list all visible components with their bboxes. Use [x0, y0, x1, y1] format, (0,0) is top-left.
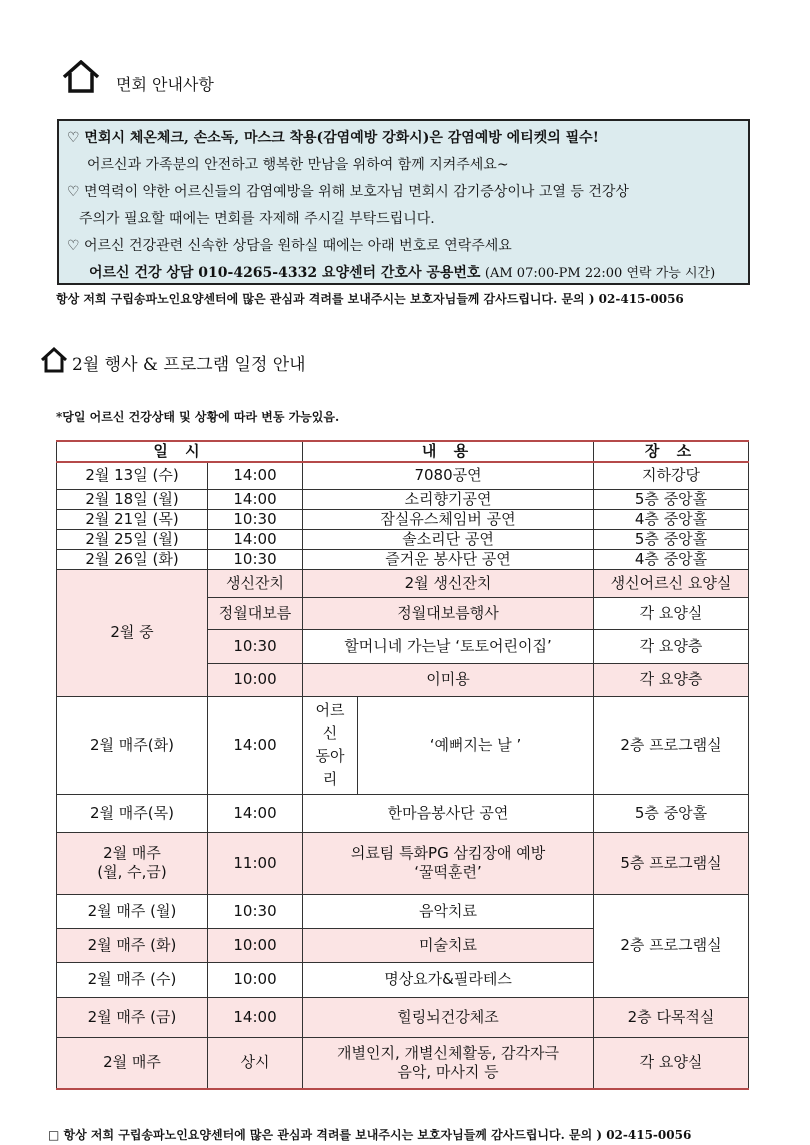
event-content: 즐거운 봉사단 공연 — [303, 549, 594, 569]
event-time: 10:00 — [208, 928, 303, 962]
content-line: ‘꿀떡훈련’ — [414, 863, 482, 881]
event-place: 2층 프로그램실 — [594, 894, 749, 997]
event-date: 2월 매주 (수) — [57, 962, 208, 997]
notice-line-4: 주의가 필요할 때에는 면회를 자제해 주시길 부탁드립니다. — [79, 211, 435, 227]
event-content: 명상요가&필라테스 — [303, 962, 594, 997]
event-time: 10:30 — [208, 549, 303, 569]
event-content: 7080공연 — [303, 462, 594, 489]
footer-thanks: □ 항상 저희 구립송파노인요양센터에 많은 관심과 격려를 보내주시는 보호자님들께 감사드립니다. 문의 ) 02-415-0056 — [48, 1128, 692, 1142]
event-time: 11:00 — [208, 832, 303, 894]
header-place: 장 소 — [594, 441, 749, 462]
home-icon — [40, 346, 68, 374]
event-content: 힐링뇌건강체조 — [303, 997, 594, 1037]
event-content — [303, 1037, 594, 1089]
event-content: 솔소리단 공연 — [303, 529, 594, 549]
event-content: 잠실유스체임버 공연 — [303, 509, 594, 529]
event-date: 2월 13일 (수) — [57, 462, 208, 489]
content-line: 음악, 마사지 등 — [397, 1062, 499, 1081]
event-date: 2월 매주(화) — [57, 696, 208, 794]
event-content — [303, 832, 594, 894]
event-time: 14:00 — [208, 696, 303, 794]
table-row — [57, 794, 749, 832]
event-content: 음악치료 — [303, 894, 594, 928]
event-place: 각 요양층 — [594, 629, 749, 663]
notice-line-3: ♡ 면역력이 약한 어르신들의 감염예방을 위해 보호자님 면회시 감기증상이나 고열 등 건강상 — [67, 184, 629, 200]
visit-notice-box — [57, 119, 750, 285]
table-row — [57, 696, 749, 794]
event-content: 한마음봉사단 공연 — [303, 794, 594, 832]
table-header-row — [57, 441, 749, 462]
event-place: 5층 프로그램실 — [594, 832, 749, 894]
header-datetime: 일 시 — [57, 441, 303, 462]
event-group — [303, 696, 358, 794]
event-content: 할머니네 가는날 ‘토토어린이집’ — [303, 629, 594, 663]
group-text: 동아 — [315, 747, 345, 765]
schedule-table — [56, 440, 749, 1090]
table-row — [57, 569, 749, 597]
event-date: 2월 26일 (화) — [57, 549, 208, 569]
event-date: 2월 18일 (월) — [57, 489, 208, 509]
event-content: ‘예뻐지는 날 ’ — [358, 696, 594, 794]
event-place: 지하강당 — [594, 462, 749, 489]
event-time: 상시 — [208, 1037, 303, 1089]
event-content: 정월대보름행사 — [303, 597, 594, 629]
table-row — [57, 997, 749, 1037]
event-place: 2층 프로그램실 — [594, 696, 749, 794]
contact-hours: (AM 07:00-PM 22:00 연락 가능 시간) — [484, 266, 716, 281]
event-time: 14:00 — [208, 997, 303, 1037]
event-place: 2층 다목적실 — [594, 997, 749, 1037]
event-date: 2월 21일 (목) — [57, 509, 208, 529]
event-time: 14:00 — [208, 529, 303, 549]
table-row — [57, 832, 749, 894]
event-time: 14:00 — [208, 462, 303, 489]
table-row — [57, 489, 749, 509]
event-time: 14:00 — [208, 489, 303, 509]
event-place: 5층 중앙홀 — [594, 794, 749, 832]
event-date: 2월 매주 (화) — [57, 928, 208, 962]
notice-line-5: ♡ 어르신 건강관련 신속한 상담을 원하실 때에는 아래 번호로 연락주세요 — [67, 238, 512, 254]
section2-title: 2월 행사 & 프로그램 일정 안내 — [72, 355, 306, 375]
content-line: 개별인지, 개별신체활동, 감각자극 — [337, 1044, 559, 1062]
event-place: 각 요양실 — [594, 1037, 749, 1089]
table-row — [57, 509, 749, 529]
event-date: 2월 매주 — [57, 1037, 208, 1089]
table-row — [57, 1037, 749, 1089]
group-text: 어르 — [315, 700, 345, 719]
date-line: 2월 매주 — [103, 844, 161, 863]
date-line: (월, 수,금) — [97, 863, 167, 881]
event-time: 정월대보름 — [208, 597, 303, 629]
table-row — [57, 894, 749, 928]
event-content: 미술치료 — [303, 928, 594, 962]
event-time: 14:00 — [208, 794, 303, 832]
event-date: 2월 중 — [57, 569, 208, 696]
schedule-note: *당일 어르신 건강상태 및 상황에 따라 변동 가능있음. — [56, 410, 340, 424]
event-time: 생신잔치 — [208, 569, 303, 597]
event-content: 소리향기공연 — [303, 489, 594, 509]
event-place: 5층 중앙홀 — [594, 529, 749, 549]
event-time: 10:30 — [208, 509, 303, 529]
event-time: 10:30 — [208, 894, 303, 928]
thanks-line: 항상 저희 구립송파노인요양센터에 많은 관심과 격려를 보내주시는 보호자님들께 감사드립니다. 문의 ) 02-415-0056 — [56, 292, 684, 306]
group-text: 리 — [322, 770, 338, 789]
table-row — [57, 529, 749, 549]
home-icon — [62, 60, 100, 94]
event-time: 10:00 — [208, 962, 303, 997]
contact-phone: 어르신 건강 상담 010-4265-4332 요양센터 간호사 공용번호 — [89, 265, 481, 281]
section1-title: 면회 안내사항 — [116, 75, 214, 94]
event-content: 이미용 — [303, 663, 594, 696]
table-row — [57, 549, 749, 569]
event-place: 생신어르신 요양실 — [594, 569, 749, 597]
content-line: 의료팀 특화PG 삼킴장애 예방 — [350, 844, 546, 863]
event-place: 4층 중앙홀 — [594, 549, 749, 569]
event-place: 4층 중앙홀 — [594, 509, 749, 529]
event-place: 5층 중앙홀 — [594, 489, 749, 509]
group-text: 신 — [322, 723, 338, 742]
event-date — [57, 832, 208, 894]
event-place: 각 요양실 — [594, 597, 749, 629]
table-row — [57, 462, 749, 489]
notice-line-2: 어르신과 가족분의 안전하고 행복한 만남을 위하여 함께 지켜주세요~ — [87, 157, 509, 173]
notice-contact — [89, 262, 715, 282]
event-place: 각 요양층 — [594, 663, 749, 696]
event-date: 2월 매주(목) — [57, 794, 208, 832]
event-time: 10:00 — [208, 663, 303, 696]
event-time: 10:30 — [208, 629, 303, 663]
event-content: 2월 생신잔치 — [303, 569, 594, 597]
event-date: 2월 매주 (금) — [57, 997, 208, 1037]
notice-line-1: ♡ 면회시 체온체크, 손소독, 마스크 착용(감염예방 강화시)은 감염예방 에티켓의 필수! — [67, 130, 599, 146]
header-content: 내 용 — [303, 441, 594, 462]
event-date: 2월 매주 (월) — [57, 894, 208, 928]
event-date: 2월 25일 (월) — [57, 529, 208, 549]
